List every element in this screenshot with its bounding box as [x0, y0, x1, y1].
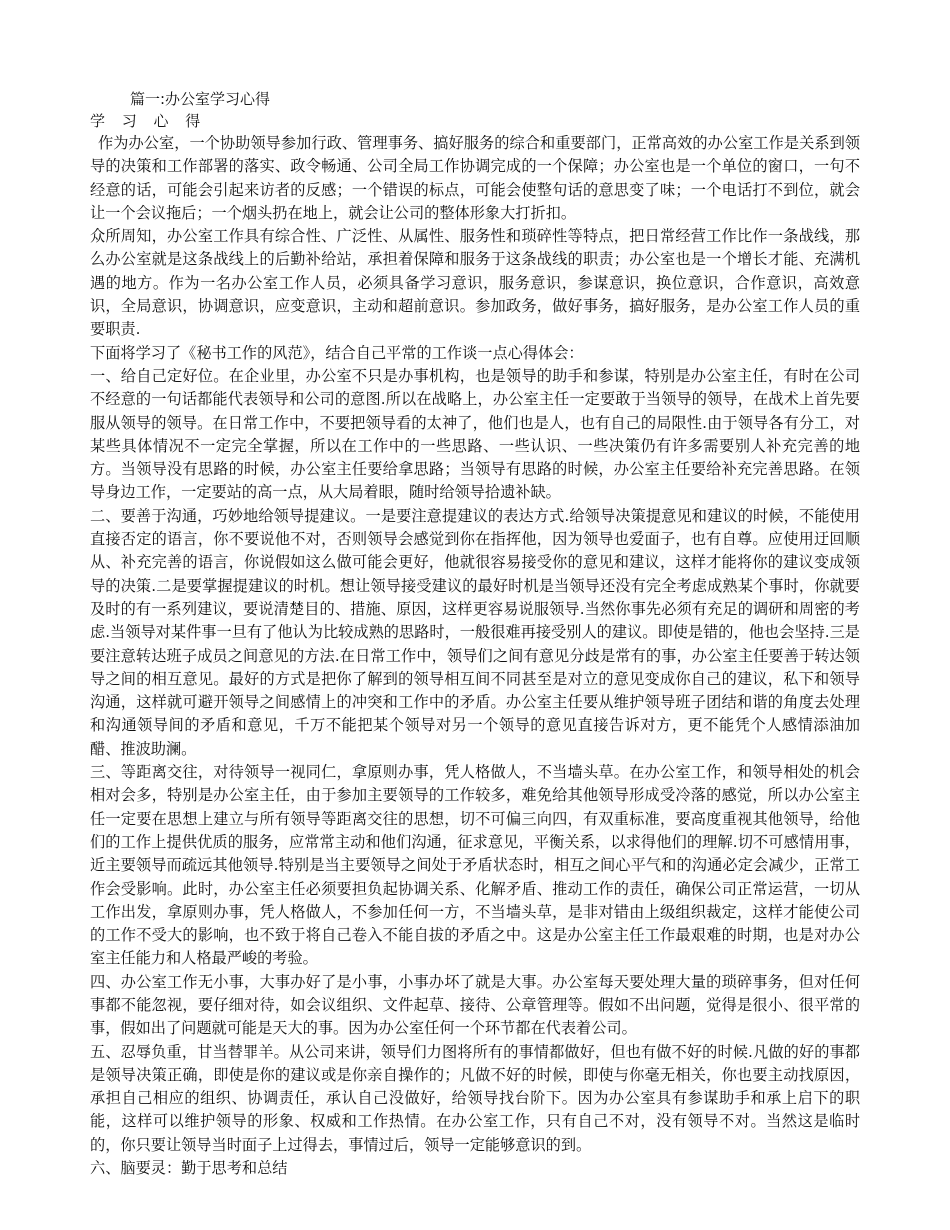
document-subtitle: 学 习 心 得	[90, 112, 207, 130]
paragraph-lead-in: 下面将学习了《秘书工作的风范》，结合自己平常的工作谈一点心得体会：	[90, 343, 584, 362]
paragraph-point-2: 二、要善于沟通，巧妙地给领导提建议。一是要注意提建议的表达方式.给领导决策提意见和建议的时候，不能使用直接否定的语言，你不要说他不对，否则领导会感觉到你在指挥他，因为领导也爱面子，也有自尊。应使用迂回顺从、补充完善的语言，你说假如这么做可能会更好，他就很容易接受你的意见和建议，这样才能将你的建议变成领导的决策.二是要掌握提建议的时机。想让领导接受建议的最好时机是当领导还没有完全考虑成熟某个事时，你就要及时的有一系列建议，要说清楚目的、措施、原因，这样更容易说服领导.当然你事先必须有充足的调研和周密的考虑.当领导对某件事一旦有了他认为比较成熟的思路时，一般很难再接受别人的建议。即使是错的，他也会坚持.三是要注意转达班子成员之间意见的方法.在日常工作中，领导们之间有意见分歧是常有的事，办公室主任要善于转达领导之间的相互意见。最好的方式是把你了解到的领导相互间不同甚至是对立的意见变成你自己的建议，私下和领导沟通，这样就可避开领导之间感情上的冲突和工作中的矛盾。办公室主任要从维护领导班子团结和谐的角度去处理和沟通领导间的矛盾和意见，千万不能把某个领导对另一个领导的意见直接告诉对方，更不能凭个人感情添油加醋、推波助澜。	[90, 506, 860, 758]
paragraph-features: 众所周知，办公室工作具有综合性、广泛性、从属性、服务性和琐碎性等特点，把日常经营工作比作一条战线，那么办公室就是这条战线上的后勤补给站，承担着保障和服务于这条战线的职责；办公室也是一个增长才能、充满机遇的地方。作为一名办公室工作人员，必须具备学习意识，服务意识，参谋意识，换位意识，合作意识，高效意识，全局意识，协调意识，应变意识，主动和超前意识。参加政务，做好事务，搞好服务，是办公室工作人员的重要职责.	[90, 227, 860, 339]
paragraph-intro: 作为办公室，一个协助领导参加行政、管理事务、搞好服务的综合和重要部门，正常高效的办公室工作是关系到领导的决策和工作部署的落实、政令畅通、公司全局工作协调完成的一个保障；办公室也是一个单位的窗口，一句不经意的话，可能会引起来访者的反感；一个错误的标点，可能会使整句话的意思变了味；一个电话打不到位，就会让一个会议拖后；一个烟头扔在地上，就会让公司的整体形象大打折扣。	[90, 134, 860, 222]
paragraph-point-6: 六、脑要灵：勤于思考和总结	[90, 1159, 288, 1178]
paragraph-point-5: 五、忍辱负重，甘当替罪羊。从公司来讲，领导们力图将所有的事情都做好，但也有做不好的时候.凡做的好的事都是领导决策正确，即使是你的建议或是你亲自操作的；凡做不好的时候，即使与你毫无相关，你也要主动找原因，承担自己相应的组织、协调责任，承认自己没做好，给领导找台阶下。因为办公室具有参谋助手和承上启下的职能，这样可以维护领导的形象、权威和工作热情。在办公室工作，只有自己不对，没有领导不对。当然这是临时的，你只要让领导当时面子上过得去，事情过后，领导一定能够意识的到。	[90, 1042, 860, 1154]
paragraph-point-1: 一、给自己定好位。在企业里，办公室不只是办事机构，也是领导的助手和参谋，特别是办公室主任，有时在公司不经意的一句话都能代表领导和公司的意图.所以在战略上，办公室主任一定要敢于当领导的领导，在战术上首先要服从领导的领导。在日常工作中，不要把领导看的太神了，他们也是人，也有自己的局限性.由于领导各有分工，对某些具体情况不一定完全掌握，所以在工作中的一些思路、一些认识、一些决策仍有许多需要别人补充完善的地方。当领导没有思路的时候，办公室主任要给拿思路；当领导有思路的时候，办公室主任要给补充完善思路。在领导身边工作，一定要站的高一点，从大局着眼，随时给领导拾遗补缺。	[90, 366, 860, 502]
document-title: 篇一:办公室学习心得	[130, 90, 271, 108]
paragraph-point-3: 三、等距离交往，对待领导一视同仁，拿原则办事，凭人格做人，不当墙头草。在办公室工作，和领导相处的机会相对会多，特别是办公室主任，由于参加主要领导的工作较多，难免给其他领导形成受冷落的感觉，所以办公室主任一定要在思想上建立与所有领导等距离交往的思想，切不可偏三向四，有双重标准，要高度重视其他领导，给他们的工作上提供优质的服务，应常常主动和他们沟通，征求意见，平衡关系，以求得他们的理解.切不可感情用事，近主要领导而疏远其他领导.特别是当主要领导之间处于矛盾状态时，相互之间心平气和的沟通必定会减少，正常工作会受影响。此时，办公室主任必须要担负起协调关系、化解矛盾、推动工作的责任，确保公司正常运营，一切从工作出发，拿原则办事，凭人格做人，不参加任何一方，不当墙头草，是非对错由上级组织裁定，这样才能使公司的工作不受大的影响，也不致于将自己卷入不能自拔的矛盾之中。这是办公室主任工作最艰难的时期，也是对办公室主任能力和人格最严峻的考验。	[90, 763, 860, 968]
paragraph-point-4: 四、办公室工作无小事，大事办好了是小事，小事办坏了就是大事。办公室每天要处理大量的琐碎事务，但对任何事都不能忽视，要仔细对待，如会议组织、文件起草、接待、公章管理等。假如不出问题，觉得是很小、很平常的事，假如出了问题就可能是天大的事。因为办公室任何一个环节都在代表着公司。	[90, 972, 860, 1038]
